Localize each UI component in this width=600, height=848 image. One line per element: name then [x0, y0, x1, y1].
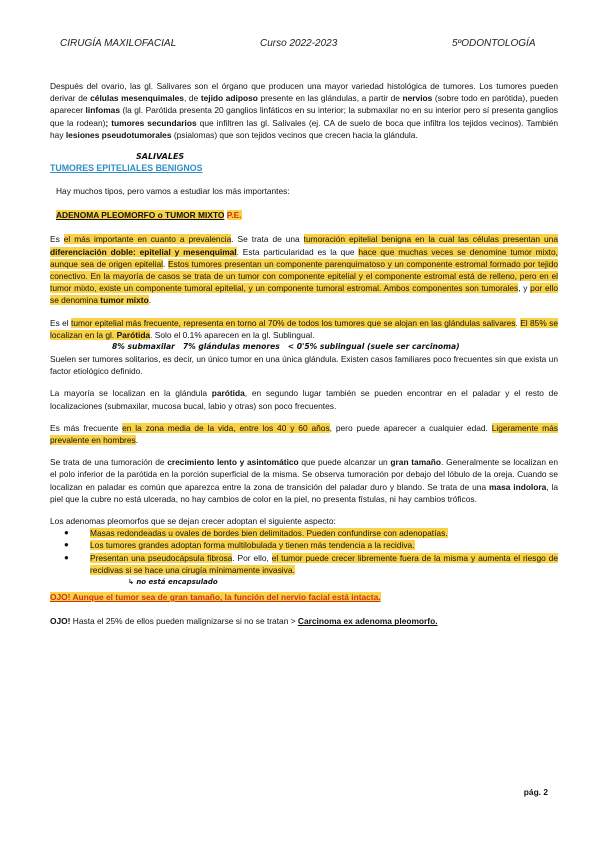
header-degree: 5ºODONTOLOGÍA: [452, 38, 536, 49]
handwritten-note-locations: 8% submaxilar 7% glándulas menores < 0'5% sublingual (suele ser carcinoma): [112, 342, 460, 352]
warning-malignancy: OJO! Hasta el 25% de ellos pueden malignizarse si no se tratan > Carcinoma ex adenoma pleomorfo.: [50, 616, 438, 627]
list-item: ● Masas redondeadas u ovales de bordes bien delimitados. Pueden confundirse con adenopatías.: [64, 528, 448, 539]
list-intro: Los adenomas pleomorfos que se dejan crecer adoptan el siguiente aspecto:: [50, 516, 336, 527]
paragraph-solitary: Suelen ser tumores solitarios, es decir, un único tumor en una única glándula. Existen casos familiares poco frecuentes sin que exista un factor etiológico definido.: [50, 354, 558, 377]
section-title: TUMORES EPITELIALES BENIGNOS: [50, 163, 203, 174]
header-subject: CIRUGÍA MAXILOFACIAL: [60, 38, 177, 49]
header-course-year: Curso 2022-2023: [260, 38, 338, 49]
paragraph-frequency: Es el tumor epitelial más frecuente, representa en torno al 70% de todos los tumores que se alojan en las glándulas salivares. El 85% se localizan en la gl. Parótida. Solo el 0.1% aparecen en la gl. Sublingual.: [50, 317, 558, 340]
section-heading: [50, 152, 558, 175]
list-item: ● Presentan una pseudocápsula fibrosa. Por ello, el tumor puede crecer libremente fuera de la misma y aumenta el riesgo de recidivas si se hace una cirugía mínimamente invasiva.: [64, 552, 558, 575]
subsection-tag: P.E.: [226, 210, 242, 221]
aspect-list: [50, 527, 558, 576]
paragraph-location: La mayoría se localizan en la glándula parótida, en segundo lugar también se pueden encontrar en el paladar y el resto de localizaciones (submaxilar, mucosa bucal, labio y otras) son poco frecuentes.: [50, 388, 559, 411]
warning-facial-nerve: OJO! Aunque el tumor sea de gran tamaño, la función del nervio facial está intacta.: [50, 592, 381, 603]
bullet-icon: ●: [64, 528, 69, 538]
paragraph-age: Es más frecuente en la zona media de la vida, entre los 40 y 60 años, pero puede aparecer a cualquier edad. Ligeramente más prevalente en hombres.: [50, 422, 558, 446]
subsection-heading: [50, 209, 558, 221]
bullet-icon: ●: [64, 540, 69, 550]
page-header: [60, 38, 540, 52]
handwritten-note-salivales: SALIVALES: [136, 152, 185, 162]
bullet-icon: ●: [64, 552, 69, 562]
paragraph-clinical: Se trata de una tumoración de crecimiento lento y asintomático que puede alcanzar un gran tamaño. Generalmente se localizan en el polo inferior de la parótida en la porción superficial de la misma. Se observa tumoración por debajo del lóbulo de la oreja. Cuando se localizan en paladar es común que aparezca entre la zona de transición del paladar duro y blando. Se trata de una masa indolora, la piel que la cubre no está ulcerada, no hay cambios de color en la piel, no presenta fístulas, ni hay cambios tróficos.: [50, 457, 558, 504]
page-number: pág. 2: [523, 787, 548, 797]
intro-paragraph: Después del ovario, las gl. Salivares son el órgano que producen una mayor variedad histológica de tumores. Los tumores pueden derivar de células mesenquimales, de tejido adiposo presente en las glándulas, a partir de nervios (sobre todo en parótida), pueden aparecer linfomas (la gl. Parótida presenta 20 ganglios linfáticos en su interior; la submaxilar no en su interior pero sí presenta ganglios que la rodean); tumores secundarios que infiltren las gl. Salivales (ej. CA de suelo de boca que infiltra los tejidos vecinos). También hay lesiones pseudotumorales (psialomas) que son tejidos vecinos que crecen hacia la glándula.: [50, 81, 559, 140]
list-item: ● Los tumores grandes adoptan forma multilobulada y tienen más tendencia a la recidiva.: [64, 540, 415, 551]
handwritten-note-capsule: ↳ no está encapsulado: [128, 578, 218, 587]
subsection-title: ADENOMA PLEOMORFO o TUMOR MIXTO: [56, 210, 225, 221]
document-body: [50, 80, 558, 628]
types-intro: Hay muchos tipos, pero vamos a estudiar los más importantes:: [56, 186, 290, 197]
paragraph-definition: Es el más importante en cuanto a prevalencia. Se trata de una tumoración epitelial benigna en la cual las células presentan una diferenciación doble: epitelial y mesenquimal. Esta particularidad es la que hace que muchas veces se denomine tumor mixto, aunque sea de origen epitelial. Estos tumores presentan un componente parenquimatoso y un componente estromal formado por tejido conectivo. En la mayoría de casos se trata de un tumor con componente epitelial y el componente estromal está de relleno, pero en el tumor mixto, existe un componente tumoral epitelial, y un componente tumoral estromal. Ambos componentes son tumorales, y por ello se denomina tumor mixto.: [50, 234, 559, 306]
